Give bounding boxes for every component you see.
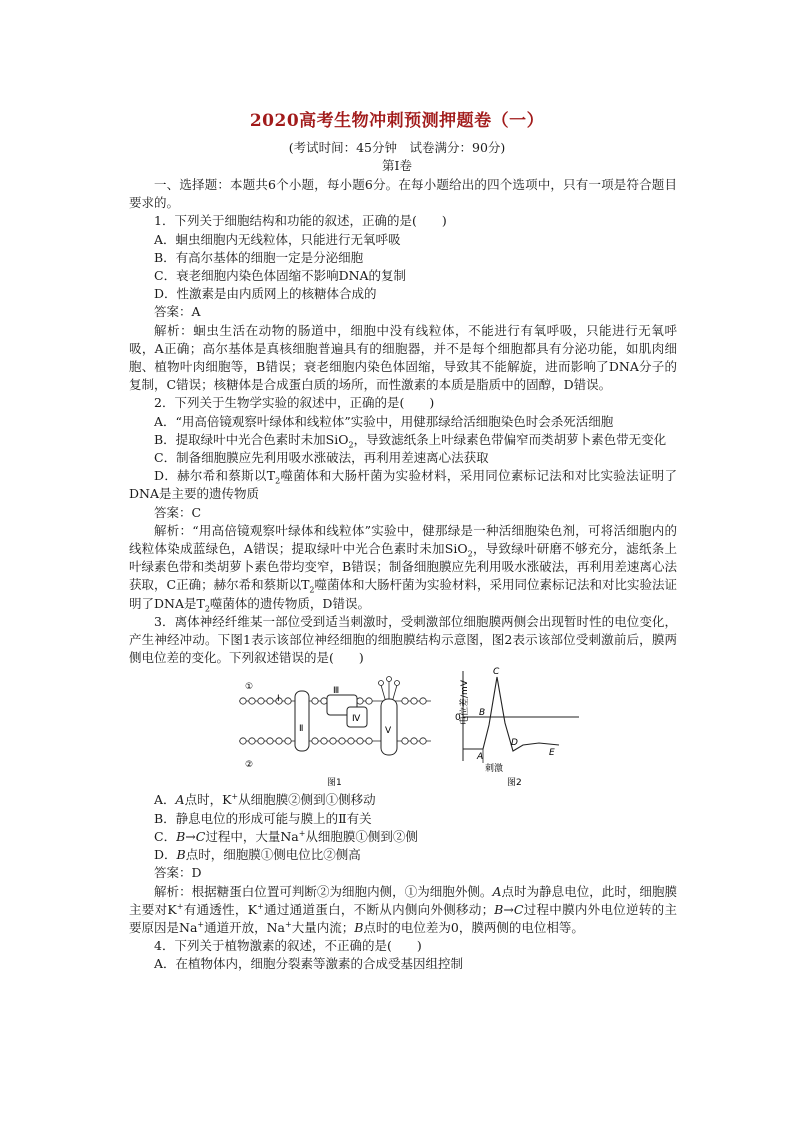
exam-info: (考试时间：45分钟 试卷满分：90分) <box>288 140 506 155</box>
q1-option-b: B．有高尔基体的细胞一定是分泌细胞 <box>154 249 364 265</box>
membrane-diagram <box>235 671 435 789</box>
fig2-caption: 图2 <box>507 778 522 789</box>
q3-figures <box>129 667 677 789</box>
glycoprotein-chains <box>379 677 400 700</box>
phospholipid-head <box>402 698 408 704</box>
phospholipid-head <box>348 738 354 744</box>
phospholipid-head <box>276 738 282 744</box>
phospholipid-head <box>411 698 417 704</box>
q4-option-a: A．在植物体内，细胞分裂素等激素的合成受基因组控制 <box>154 956 464 972</box>
point-d: D <box>511 738 518 749</box>
label-iv: Ⅳ <box>352 714 361 725</box>
phospholipid-head <box>258 738 264 744</box>
phospholipid-head <box>402 738 408 744</box>
label-v: Ⅴ <box>385 726 392 737</box>
phospholipid-head <box>366 738 372 744</box>
volume-heading: 第Ⅰ卷 <box>382 158 412 173</box>
label-side-1: ① <box>245 682 254 693</box>
fig1-caption: 图1 <box>327 778 342 789</box>
q3-option-c: C．B→C过程中，大量Na+从细胞膜①侧到②侧 <box>154 828 418 844</box>
phospholipid-head <box>249 698 255 704</box>
phospholipid-head <box>357 698 363 704</box>
q1-option-d: D．性激素是由内质网上的核糖体合成的 <box>154 286 377 302</box>
q4-stem: 4．下列关于植物激素的叙述，不正确的是( ) <box>154 938 422 954</box>
q2-analysis: 解析：“用高倍镜观察叶绿体和线粒体”实验中，健那绿是一种活细胞染色剂，可将活细胞内的线粒体染成蓝绿色，A错误；提取绿叶中光合色素时未加SiO$_2$，导致绿叶研磨不够充分，滤纸条上叶绿素色带和类胡萝卜素色带均变窄，B错误；制备细胞膜应先利用吸水涨破法，再利用差速离心法获取，C正确；赫尔希和蔡斯以$T_2$噬菌体和大肠杆菌为实验材料，采用同位素标记法和对比实验法证明了DNA是$T_2$噬菌体的遗传物质，D错误。 <box>129 522 678 614</box>
phospholipid-head <box>321 698 327 704</box>
q2-option-c: C．制备细胞膜应先利用吸水涨破法，再利用差速离心法获取 <box>154 450 489 466</box>
phospholipid-head <box>240 698 246 704</box>
phospholipid-head <box>330 738 336 744</box>
phospholipid-head <box>420 738 426 744</box>
stimulus-label: 刺激 <box>485 764 504 775</box>
phospholipid-head <box>267 738 273 744</box>
phospholipid-head <box>339 738 345 744</box>
phospholipid-head <box>249 738 255 744</box>
q2-option-b: B．提取绿叶中光合色素时未加SiO$_2$，导致滤纸条上叶绿素色带偏窄而类胡萝卜素色带无变化 <box>154 431 667 450</box>
zero-label: 0 <box>455 713 461 724</box>
point-b: B <box>479 708 486 719</box>
phospholipid-head <box>285 738 291 744</box>
point-c: C <box>493 667 500 678</box>
q2-answer: 答案：C <box>154 504 202 520</box>
q1-stem: 1．下列关于细胞结构和功能的叙述，正确的是( ) <box>154 213 447 229</box>
phospholipid-head <box>285 698 291 704</box>
phospholipid-head <box>366 698 372 704</box>
phospholipid-head <box>258 698 264 704</box>
q1-option-a: A．蛔虫细胞内无线粒体，只能进行无氧呼吸 <box>154 231 401 247</box>
protein-ii-shape <box>295 691 309 751</box>
page-title: 2020高考生物冲刺预测押题卷（一） <box>249 111 545 131</box>
q2-option-a: A．“用高倍镜观察叶绿体和线粒体”实验中，用健那绿给活细胞染色时会杀死活细胞 <box>154 413 614 429</box>
q3-option-b: B．静息电位的形成可能与膜上的Ⅱ有关 <box>154 810 372 826</box>
q3-answer: 答案：D <box>154 865 202 881</box>
label-iii: Ⅲ <box>333 686 340 697</box>
q1-analysis: 解析：蛔虫生活在动物的肠道中，细胞中没有线粒体，不能进行有氧呼吸，只能进行无氧呼吸，A正确；高尔基体是真核细胞普遍具有的细胞器，并不是每个细胞都具有分泌功能，如肌肉细胞、植物叶肉细胞等，B错误；衰老细胞内染色体固缩，导致其不能解旋，进而影响了DNA分子的复制，C错误；核糖体是合成蛋白质的场所，而性激素的本质是脂质中的固醇，D错误。 <box>129 322 677 393</box>
label-ii: Ⅱ <box>299 724 304 735</box>
phospholipid-head <box>240 738 246 744</box>
phospholipid-head <box>312 698 318 704</box>
label-side-2: ② <box>245 760 254 771</box>
phospholipid-head <box>411 738 417 744</box>
phospholipid-head <box>267 698 273 704</box>
phospholipid-head <box>312 738 318 744</box>
q2-option-d: D．赫尔希和蔡斯以$T_2$噬菌体和大肠杆菌为实验材料，采用同位素标记法和对比实验法证明了DNA是主要的遗传物质 <box>129 468 677 502</box>
q3-option-d: D．B点时，细胞膜①侧电位比②侧高 <box>154 847 361 863</box>
q3-analysis: 解析：根据糖蛋白位置可判断②为细胞内侧，①为细胞外侧。A点时为静息电位，此时，细胞膜主要对K+有通透性，K+通过通道蛋白，不断从内侧向外侧移动；B→C过程中膜内外电位逆转的主要原因是Na+通道开放，Na+大量内流；B点时的电位差为0，膜两侧的电位相等。 <box>129 883 677 935</box>
phospholipid-head <box>357 738 363 744</box>
phospholipid-head <box>420 698 426 704</box>
label-i: Ⅰ <box>277 694 280 705</box>
q1-answer: 答案：A <box>154 304 201 320</box>
phospholipid-head <box>321 738 327 744</box>
q3-stem: 3．离体神经纤维某一部位受到适当刺激时，受刺激部位细胞膜两侧会出现暂时性的电位变化，产生神经冲动。下图1表示该部位神经细胞的细胞膜结构示意图，图2表示该部位受刺激前后，膜两侧电位差的变化。下列叙述错误的是( ) <box>129 613 677 666</box>
q2-stem: 2．下列关于生物学实验的叙述中，正确的是( ) <box>154 395 435 411</box>
q1-option-c: C．衰老细胞内染色体固缩不影响DNA的复制 <box>154 268 407 284</box>
y-axis-label: 电位差/mV <box>460 680 470 726</box>
point-a: A <box>477 752 484 763</box>
potential-graph <box>439 665 599 789</box>
q3-option-a: A．A点时，K+从细胞膜②侧到①侧移动 <box>154 792 376 808</box>
document-body <box>129 176 677 974</box>
section-intro: 一、选择题：本题共6个小题，每小题6分。在每小题给出的四个选项中，只有一项是符合题目要求的。 <box>129 177 677 211</box>
point-e: E <box>549 748 555 759</box>
